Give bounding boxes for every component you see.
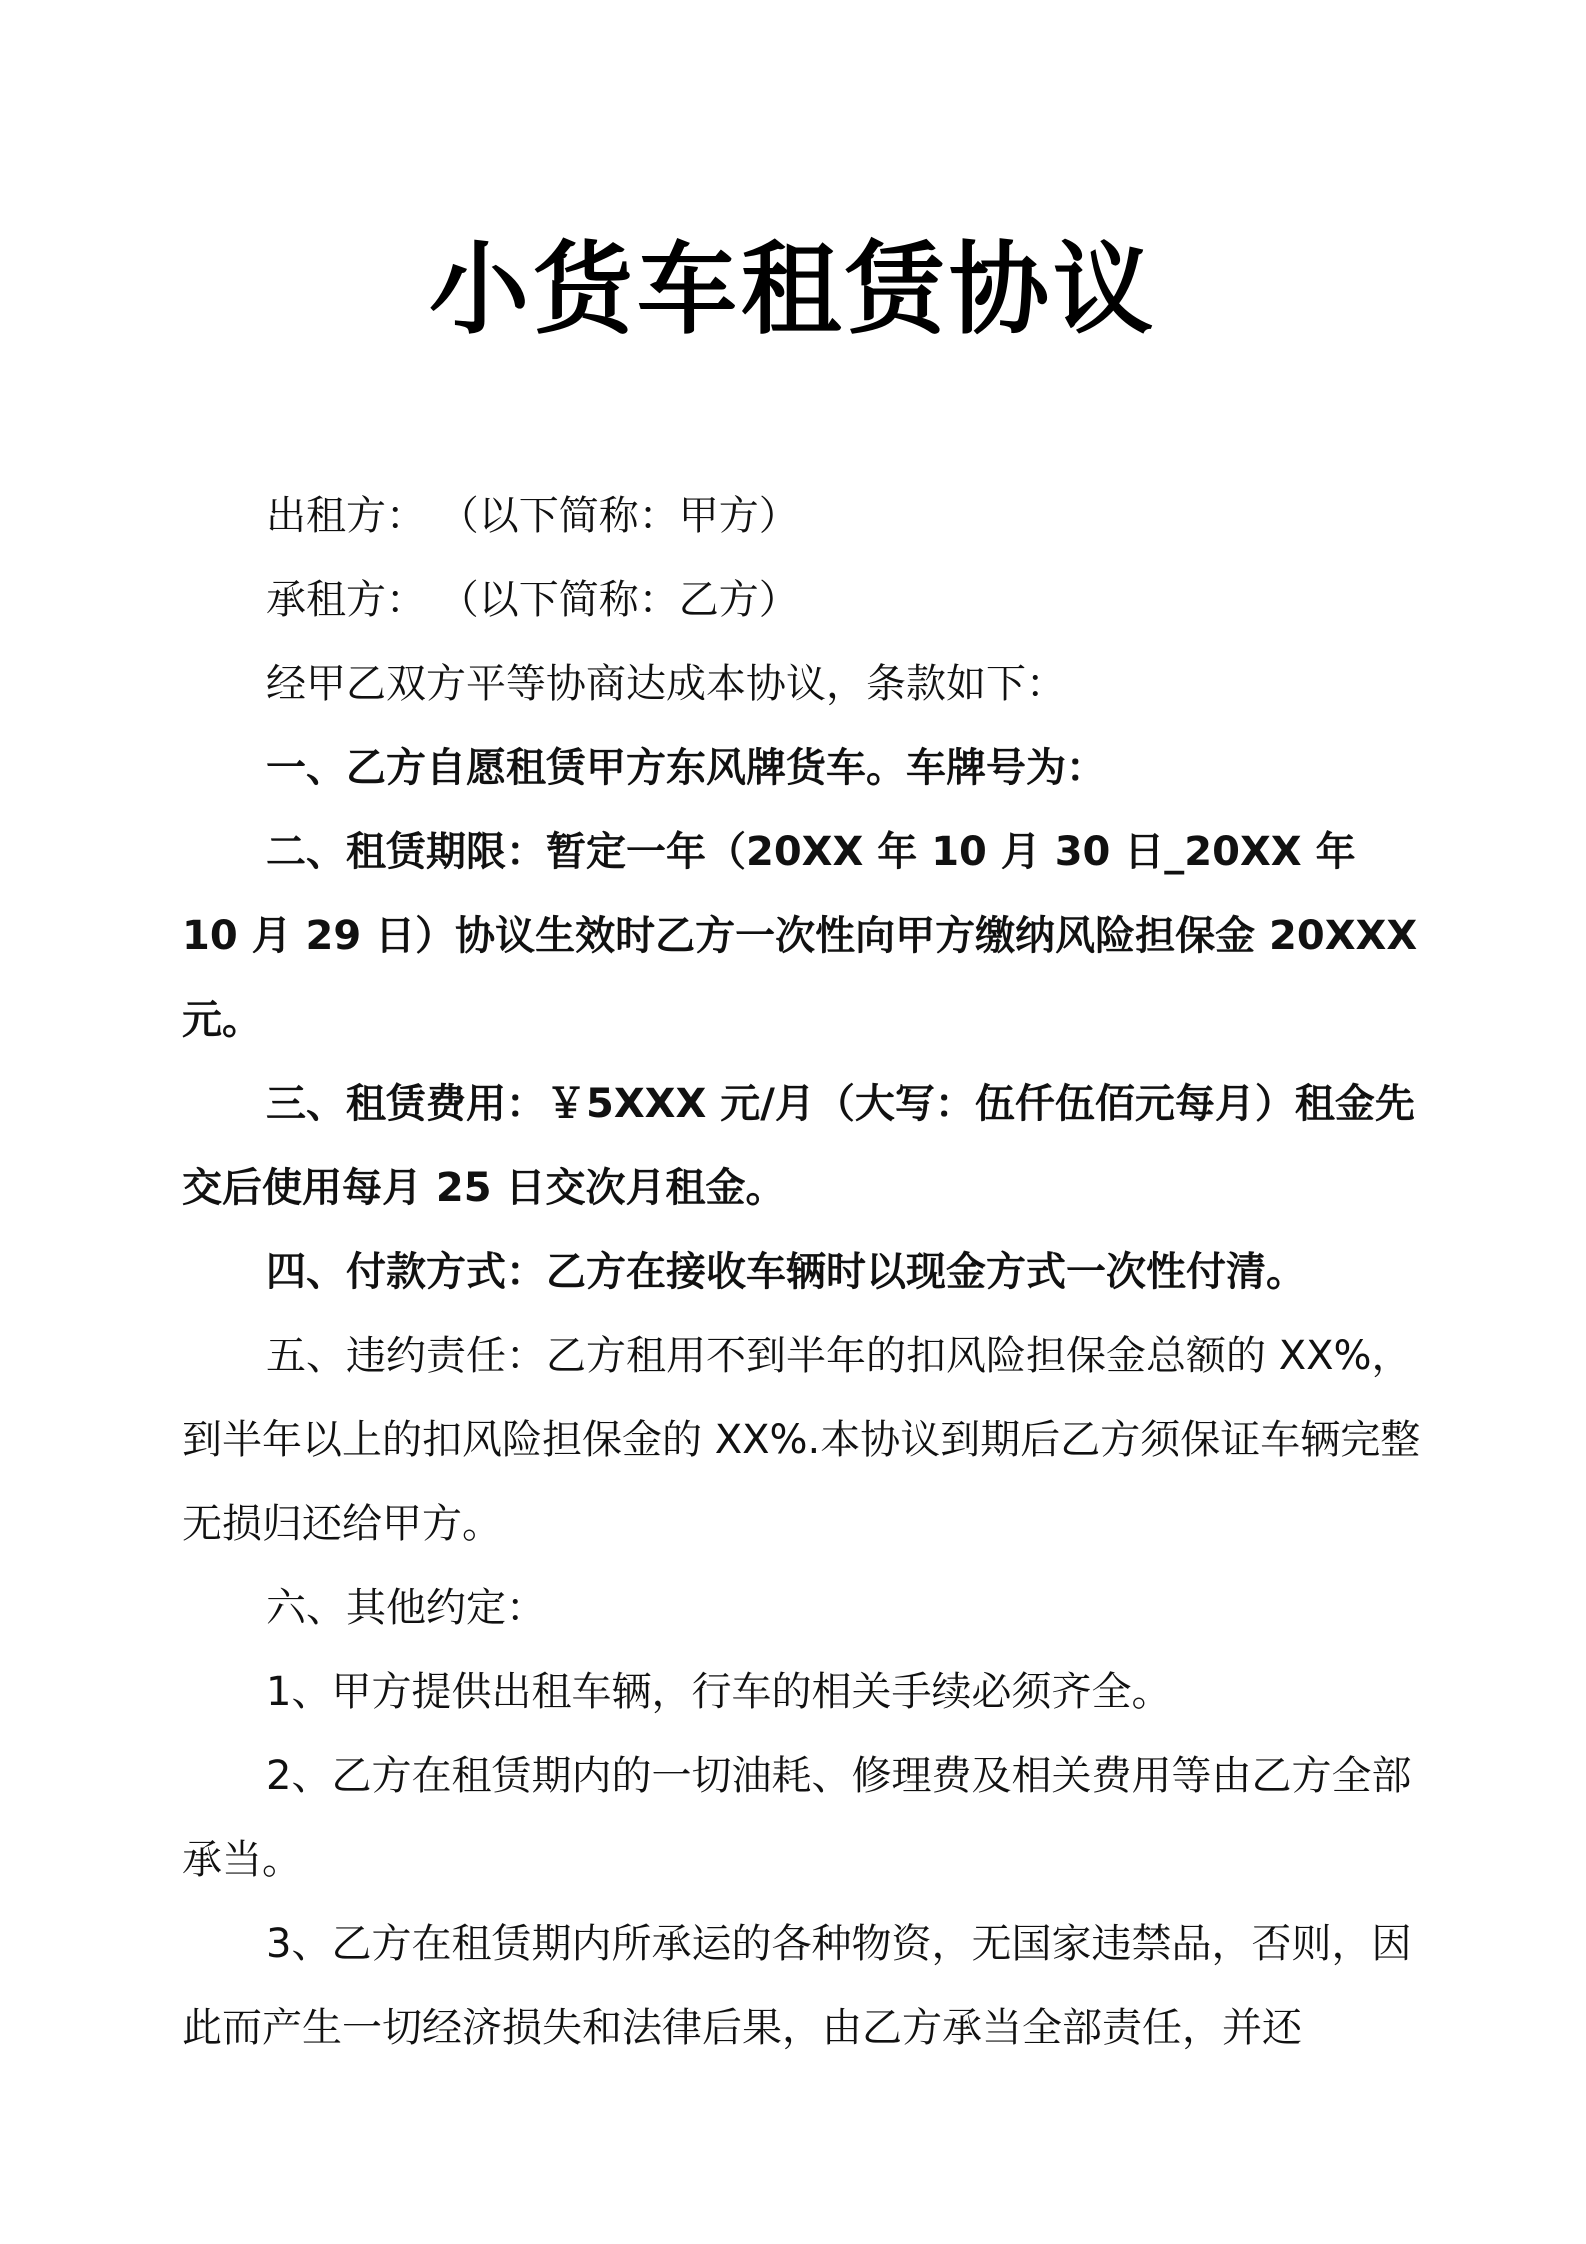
document-body — [182, 474, 1422, 2070]
clause-6-item-3: 3、乙方在租赁期内所承运的各种物资，无国家违禁品，否则，因此而产生一切经济损失和法律后果，由乙方承当全部责任，并还 — [182, 1921, 1412, 2051]
clause-4-payment: 四、付款方式：乙方在接收车辆时以现金方式一次性付清。 — [266, 1249, 1306, 1295]
clause-1-vehicle: 一、乙方自愿租赁甲方东风牌货车。车牌号为： — [266, 745, 1106, 791]
paragraph-preamble: 经甲乙双方平等协商达成本协议，条款如下： — [266, 661, 1066, 707]
clause-6-item-2: 2、乙方在租赁期内的一切油耗、修理费及相关费用等由乙方全部承当。 — [182, 1753, 1412, 1883]
clause-6-item-1: 1、甲方提供出租车辆，行车的相关手续必须齐全。 — [266, 1669, 1172, 1715]
paragraph-lessee: 承租方： （以下简称：乙方） — [266, 577, 799, 623]
clause-6-heading: 六、其他约定： — [266, 1585, 546, 1631]
clause-5-breach: 五、违约责任：乙方租用不到半年的扣风险担保金总额的 XX%，到半年以上的扣风险担保金的 XX%.本协议到期后乙方须保证车辆完整无损归还给甲方。 — [182, 1333, 1421, 1547]
document-title: 小货车租赁协议 — [429, 231, 1157, 348]
clause-2-term: 二、租赁期限：暂定一年（20XX 年 10 月 30 日_20XX 年 10 月 29 日）协议生效时乙方一次性向甲方缴纳风险担保金 20XXX 元。 — [182, 829, 1418, 1043]
paragraph-lessor: 出租方： （以下简称：甲方） — [266, 493, 799, 539]
clause-3-fee: 三、租赁费用：￥5XXX 元/月（大写：伍仟伍佰元每月）租金先交后使用每月 25 日交次月租金。 — [182, 1081, 1415, 1211]
